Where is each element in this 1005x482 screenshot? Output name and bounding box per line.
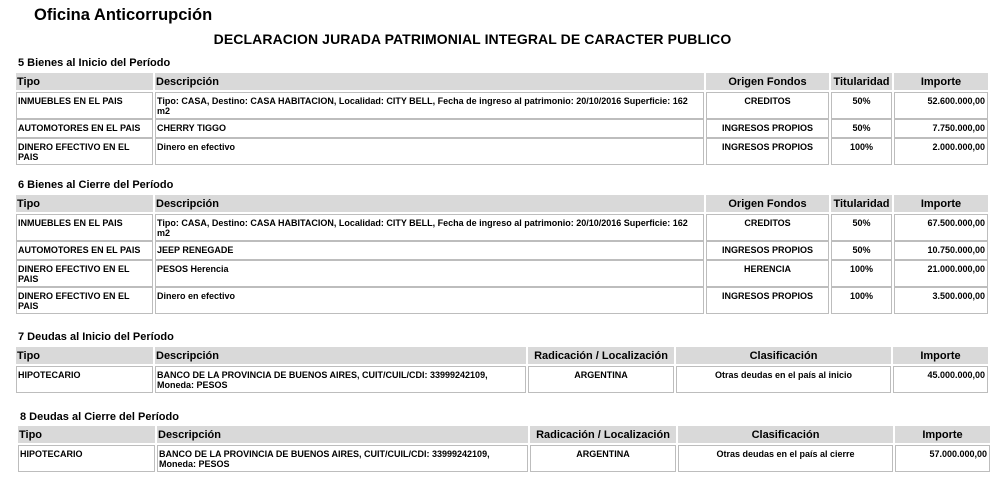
column-header-tipo: Tipo: [16, 73, 153, 92]
column-header-origen-fondos: Origen Fondos: [706, 73, 829, 92]
bienes-inicio-table: [14, 73, 990, 165]
cell-importe: 45.000.000,00: [893, 366, 988, 393]
cell-titularidad: 100%: [831, 287, 892, 314]
cell-importe: 57.000.000,00: [895, 445, 990, 472]
column-header-descripcion: Descripción: [155, 195, 704, 214]
cell-tipo: DINERO EFECTIVO EN EL PAIS: [16, 138, 153, 165]
table-row: [16, 366, 988, 393]
cell-clasificacion: Otras deudas en el país al inicio: [676, 366, 891, 393]
section-title-deudas-cierre: 8 Deudas al Cierre del Período: [20, 411, 179, 423]
column-header-origen-fondos: Origen Fondos: [706, 195, 829, 214]
document-title: DECLARACION JURADA PATRIMONIAL INTEGRAL DE CARACTER PUBLICO: [213, 31, 732, 47]
table-header-row: [16, 195, 988, 214]
cell-titularidad: 50%: [831, 241, 892, 260]
cell-importe: 3.500.000,00: [894, 287, 988, 314]
table-row: [16, 260, 988, 287]
organization-name: Oficina Anticorrupción: [34, 6, 213, 24]
table-row: [16, 138, 988, 165]
cell-descripcion: JEEP RENEGADE: [155, 241, 704, 260]
column-header-descripcion: Descripción: [155, 347, 526, 366]
cell-radicacion: ARGENTINA: [530, 445, 676, 472]
cell-clasificacion: Otras deudas en el país al cierre: [678, 445, 893, 472]
section-title-bienes-cierre: 6 Bienes al Cierre del Período: [18, 179, 174, 191]
column-header-radicacion: Radicación / Localización: [530, 426, 676, 445]
cell-tipo: INMUEBLES EN EL PAIS: [16, 214, 153, 241]
cell-origen-fondos: CREDITOS: [706, 92, 829, 119]
table-row: [16, 214, 988, 241]
cell-importe: 10.750.000,00: [894, 241, 988, 260]
deudas-inicio-table: [14, 347, 990, 393]
column-header-titularidad: Titularidad: [831, 73, 892, 92]
deudas-cierre-table: [16, 426, 992, 472]
column-header-descripcion: Descripción: [157, 426, 528, 445]
cell-tipo: HIPOTECARIO: [16, 366, 153, 393]
cell-tipo: DINERO EFECTIVO EN EL PAIS: [16, 260, 153, 287]
column-header-descripcion: Descripción: [155, 73, 704, 92]
cell-tipo: AUTOMOTORES EN EL PAIS: [16, 241, 153, 260]
table-row: [16, 92, 988, 119]
cell-tipo: DINERO EFECTIVO EN EL PAIS: [16, 287, 153, 314]
cell-importe: 7.750.000,00: [894, 119, 988, 138]
cell-origen-fondos: CREDITOS: [706, 214, 829, 241]
cell-tipo: AUTOMOTORES EN EL PAIS: [16, 119, 153, 138]
column-header-tipo: Tipo: [16, 347, 153, 366]
table-row: [16, 287, 988, 314]
cell-descripcion: BANCO DE LA PROVINCIA DE BUENOS AIRES, CUIT/CUIL/CDI: 33999242109, Moneda: PESOS: [157, 445, 528, 472]
cell-titularidad: 100%: [831, 260, 892, 287]
cell-descripcion: BANCO DE LA PROVINCIA DE BUENOS AIRES, CUIT/CUIL/CDI: 33999242109, Moneda: PESOS: [155, 366, 526, 393]
table-header-row: [18, 426, 990, 445]
column-header-tipo: Tipo: [16, 195, 153, 214]
column-header-titularidad: Titularidad: [831, 195, 892, 214]
cell-descripcion: Dinero en efectivo: [155, 287, 704, 314]
table-header-row: [16, 73, 988, 92]
column-header-clasificacion: Clasificación: [678, 426, 893, 445]
column-header-importe: Importe: [894, 73, 988, 92]
cell-descripcion: PESOS Herencia: [155, 260, 704, 287]
cell-titularidad: 50%: [831, 214, 892, 241]
cell-radicacion: ARGENTINA: [528, 366, 674, 393]
cell-tipo: INMUEBLES EN EL PAIS: [16, 92, 153, 119]
cell-titularidad: 100%: [831, 138, 892, 165]
cell-importe: 67.500.000,00: [894, 214, 988, 241]
cell-importe: 2.000.000,00: [894, 138, 988, 165]
cell-descripcion: Tipo: CASA, Destino: CASA HABITACION, Localidad: CITY BELL, Fecha de ingreso al patrimonio: 20/10/2016 Superficie: 162 m2: [155, 92, 704, 119]
cell-descripcion: Tipo: CASA, Destino: CASA HABITACION, Localidad: CITY BELL, Fecha de ingreso al patrimonio: 20/10/2016 Superficie: 162 m2: [155, 214, 704, 241]
cell-importe: 21.000.000,00: [894, 260, 988, 287]
section-title-deudas-inicio: 7 Deudas al Inicio del Período: [18, 331, 174, 343]
column-header-tipo: Tipo: [18, 426, 155, 445]
cell-origen-fondos: INGRESOS PROPIOS: [706, 138, 829, 165]
cell-origen-fondos: HERENCIA: [706, 260, 829, 287]
cell-descripcion: Dinero en efectivo: [155, 138, 704, 165]
column-header-importe: Importe: [895, 426, 990, 445]
table-header-row: [16, 347, 988, 366]
column-header-radicacion: Radicación / Localización: [528, 347, 674, 366]
column-header-clasificacion: Clasificación: [676, 347, 891, 366]
column-header-importe: Importe: [894, 195, 988, 214]
cell-titularidad: 50%: [831, 92, 892, 119]
cell-origen-fondos: INGRESOS PROPIOS: [706, 287, 829, 314]
section-title-bienes-inicio: 5 Bienes al Inicio del Período: [18, 57, 171, 69]
table-row: [16, 241, 988, 260]
cell-titularidad: 50%: [831, 119, 892, 138]
cell-origen-fondos: INGRESOS PROPIOS: [706, 241, 829, 260]
table-row: [16, 119, 988, 138]
cell-descripcion: CHERRY TIGGO: [155, 119, 704, 138]
cell-tipo: HIPOTECARIO: [18, 445, 155, 472]
column-header-importe: Importe: [893, 347, 988, 366]
bienes-cierre-table: [14, 195, 990, 314]
table-row: [18, 445, 990, 472]
cell-importe: 52.600.000,00: [894, 92, 988, 119]
cell-origen-fondos: INGRESOS PROPIOS: [706, 119, 829, 138]
